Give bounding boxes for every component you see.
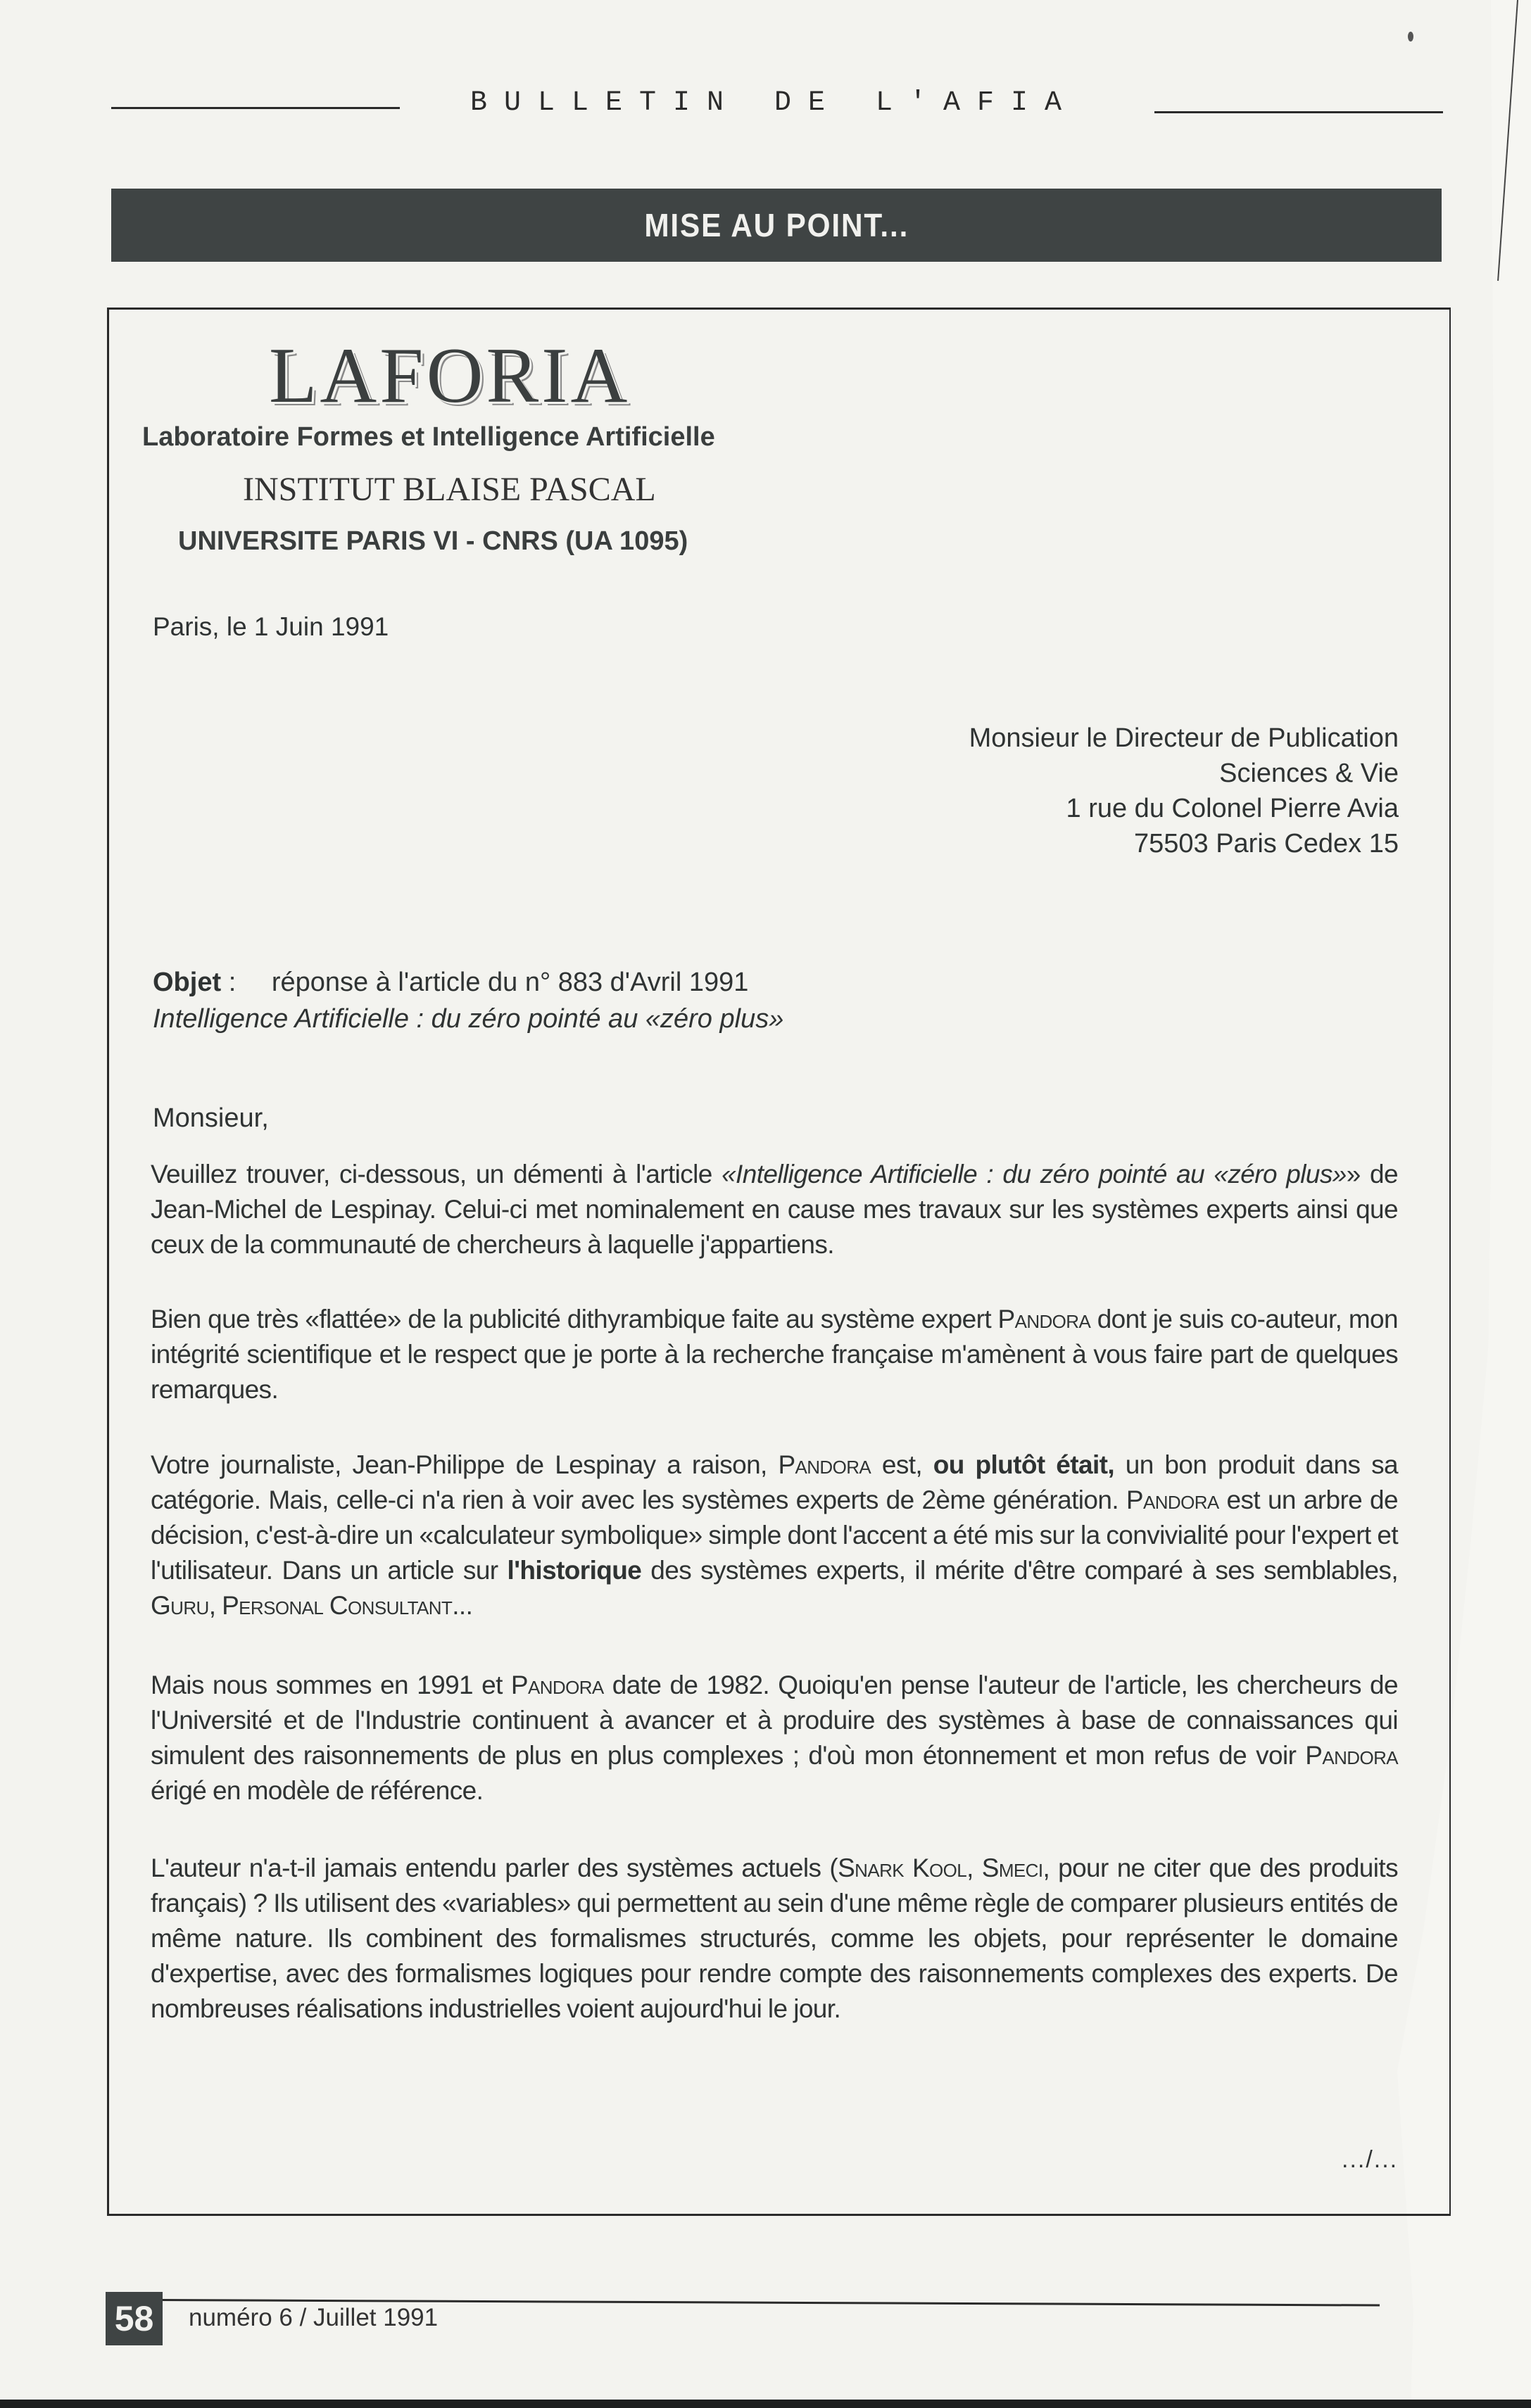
- scanner-edge-strip: [0, 2400, 1531, 2408]
- product-name: Smeci: [981, 1853, 1043, 1882]
- paragraph-1: [151, 1157, 1398, 1262]
- text-run: ,: [208, 1591, 222, 1620]
- subject-label: Objet: [153, 968, 222, 997]
- page-number: 58: [114, 2299, 154, 2338]
- text-run: » de Jean-Michel de Lespinay. Celui-ci met nominalement en cause mes travaux sur les systèmes experts ainsi que ceux de la communauté de chercheurs à laquelle j'appartiens.: [151, 1160, 1398, 1259]
- recipient-line: Monsieur le Directeur de Publication: [969, 723, 1399, 753]
- text-run: Veuillez trouver, ci-dessous, un démenti à l'article: [151, 1160, 722, 1189]
- text-run: dont je suis co-auteur, mon intégrité scientifique et le respect que je porte à la recherche française m'amènent à vous faire part de quelques remarques.: [151, 1305, 1399, 1404]
- product-name: Pandora: [1126, 1485, 1219, 1514]
- continued-marker: .../...: [1342, 2146, 1399, 2173]
- header-rule-right: [1154, 111, 1443, 113]
- text-run: est un arbre de décision, c'est-à-dire un «calculateur symbolique» simple dont l'accent a été mis sur la convivialité pour l'expert et l'utilisateur. Dans un article sur: [151, 1485, 1398, 1585]
- recipient-address: [969, 721, 1399, 861]
- laforia-logo: LAFORIA: [269, 332, 631, 419]
- subject-line1: réponse à l'article du n° 883 d'Avril 1991: [271, 968, 749, 997]
- article-title-italic: «Intelligence Artificielle : du zéro pointé au «zéro plus»: [722, 1160, 1347, 1189]
- text-run: ,: [966, 1853, 982, 1882]
- text-run: Bien que très «flattée» de la publicité dithyrambique faite au système expert: [151, 1305, 998, 1333]
- issue-info: numéro 6 / Juillet 1991: [189, 2304, 439, 2331]
- bulletin-header-title: BULLETIN DE L'AFIA: [470, 87, 1079, 119]
- institute-name: INSTITUT BLAISE PASCAL: [243, 471, 656, 508]
- product-name: Personal Consultant: [222, 1591, 453, 1620]
- text-run: L'auteur n'a-t-il jamais entendu parler des systèmes actuels (: [151, 1853, 838, 1882]
- header-rule-left: [111, 107, 400, 109]
- text-run: érigé en modèle de référence.: [151, 1776, 484, 1805]
- product-name: Kool: [912, 1853, 967, 1882]
- paragraph-5: [151, 1851, 1398, 2027]
- university-name: UNIVERSITE PARIS VI - CNRS (UA 1095): [178, 526, 688, 556]
- lab-name: Laboratoire Formes et Intelligence Artificielle: [142, 422, 715, 452]
- page-number-badge: [106, 2292, 163, 2345]
- text-run: des systèmes experts, il mérite d'être comparé à ses semblables,: [641, 1556, 1398, 1585]
- paragraph-3: [151, 1447, 1398, 1623]
- section-banner: [111, 189, 1442, 262]
- product-name: Pandora: [997, 1305, 1091, 1333]
- product-name: Pandora: [510, 1671, 604, 1699]
- subject-colon: :: [228, 968, 237, 997]
- text-run: date de 1982. Quoiqu'en pense l'auteur de l'article, les chercheurs de l'Université et de l'Industrie continuent à avancer et à produire des systèmes à base de connaissances qui simulent des raisonnements de plus en plus complexes ; d'où mon étonnement et mon refus de voir: [151, 1671, 1398, 1770]
- banner-title: MISE AU POINT...: [644, 207, 909, 243]
- product-name: Guru: [151, 1591, 209, 1620]
- text-run: Mais nous sommes en 1991 et: [151, 1671, 511, 1699]
- recipient-line: 1 rue du Colonel Pierre Avia: [1066, 794, 1399, 823]
- text-run: Votre journaliste, Jean-Philippe de Lespinay a raison,: [151, 1450, 779, 1479]
- subject-block: [153, 964, 783, 1037]
- text-run: est,: [871, 1450, 933, 1479]
- paragraph-4: [151, 1668, 1398, 1808]
- paragraph-2: [151, 1302, 1398, 1407]
- text-run: , pour ne citer que des produits français) ? Ils utilisent des «variables» qui permettent au sein d'une même règle de comparer plusieurs entités de même nature. Ils combinent des formalismes structurés, comme les objets, pour représenter le domaine d'expertise, avec des formalismes logiques pour rendre compte des raisonnements complexes des experts. De nombreuses réalisations industrielles voient aujourd'hui le jour.: [151, 1853, 1398, 2023]
- text-run: un bon produit dans sa catégorie. Mais, celle-ci n'a rien à voir avec les systèmes experts de 2ème génération.: [151, 1450, 1398, 1514]
- recipient-line: Sciences & Vie: [1219, 759, 1399, 788]
- product-name: Snark: [838, 1853, 904, 1882]
- emphasis-bold: l'historique: [507, 1556, 642, 1585]
- salutation: Monsieur,: [153, 1103, 269, 1133]
- text-run: [904, 1853, 912, 1882]
- text-run: ...: [452, 1591, 473, 1620]
- emphasis-bold: ou plutôt était,: [933, 1450, 1115, 1479]
- place-date: Paris, le 1 Juin 1991: [153, 612, 389, 641]
- product-name: Pandora: [1305, 1741, 1398, 1770]
- subject-line2: Intelligence Artificielle : du zéro pointé au «zéro plus»: [153, 1004, 784, 1034]
- ink-speck: [1408, 32, 1413, 42]
- recipient-line: 75503 Paris Cedex 15: [1133, 829, 1399, 858]
- product-name: Pandora: [778, 1450, 871, 1479]
